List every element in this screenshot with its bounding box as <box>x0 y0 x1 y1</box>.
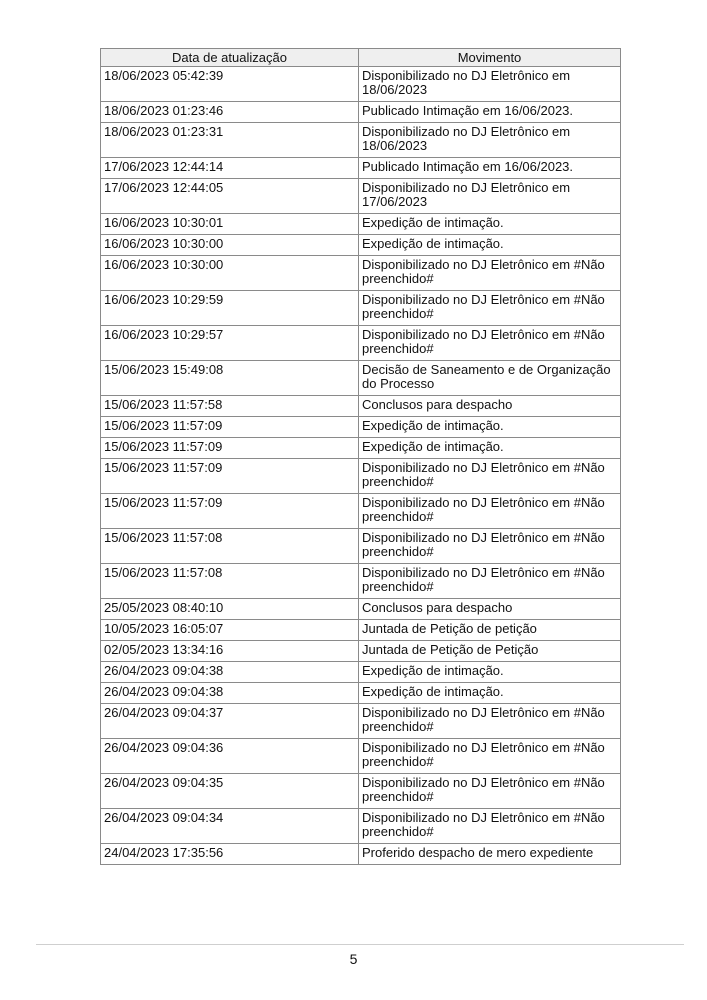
cell-date: 16/06/2023 10:29:57 <box>101 326 359 361</box>
table-row <box>101 67 621 102</box>
table-row <box>101 529 621 564</box>
cell-date: 16/06/2023 10:30:01 <box>101 214 359 235</box>
cell-date: 15/06/2023 11:57:08 <box>101 529 359 564</box>
cell-movement: Disponibilizado no DJ Eletrônico em 18/06/2023 <box>359 123 621 158</box>
table-row <box>101 620 621 641</box>
table-row <box>101 641 621 662</box>
cell-movement: Disponibilizado no DJ Eletrônico em #Não preenchido# <box>359 326 621 361</box>
table-row <box>101 774 621 809</box>
cell-movement: Disponibilizado no DJ Eletrônico em #Não preenchido# <box>359 704 621 739</box>
table-row <box>101 704 621 739</box>
cell-movement: Disponibilizado no DJ Eletrônico em #Não preenchido# <box>359 564 621 599</box>
footer-divider <box>36 944 684 945</box>
cell-movement: Expedição de intimação. <box>359 438 621 459</box>
column-header-date: Data de atualização <box>101 49 359 67</box>
cell-date: 17/06/2023 12:44:05 <box>101 179 359 214</box>
cell-date: 26/04/2023 09:04:34 <box>101 809 359 844</box>
table-row <box>101 599 621 620</box>
cell-movement: Expedição de intimação. <box>359 235 621 256</box>
cell-movement: Disponibilizado no DJ Eletrônico em 18/06/2023 <box>359 67 621 102</box>
table-row <box>101 214 621 235</box>
table-row <box>101 564 621 599</box>
cell-date: 15/06/2023 11:57:09 <box>101 494 359 529</box>
movements-table <box>100 48 621 865</box>
cell-movement: Disponibilizado no DJ Eletrônico em #Não preenchido# <box>359 494 621 529</box>
cell-movement: Conclusos para despacho <box>359 599 621 620</box>
table-header-row <box>101 49 621 67</box>
cell-movement: Conclusos para despacho <box>359 396 621 417</box>
table-row <box>101 809 621 844</box>
cell-date: 26/04/2023 09:04:38 <box>101 662 359 683</box>
cell-date: 26/04/2023 09:04:38 <box>101 683 359 704</box>
table-row <box>101 683 621 704</box>
cell-date: 18/06/2023 01:23:31 <box>101 123 359 158</box>
cell-movement: Disponibilizado no DJ Eletrônico em #Não preenchido# <box>359 774 621 809</box>
cell-date: 16/06/2023 10:29:59 <box>101 291 359 326</box>
cell-date: 10/05/2023 16:05:07 <box>101 620 359 641</box>
cell-date: 02/05/2023 13:34:16 <box>101 641 359 662</box>
table-row <box>101 417 621 438</box>
table-row <box>101 123 621 158</box>
column-header-movement: Movimento <box>359 49 621 67</box>
cell-date: 16/06/2023 10:30:00 <box>101 256 359 291</box>
cell-date: 24/04/2023 17:35:56 <box>101 844 359 865</box>
cell-date: 15/06/2023 15:49:08 <box>101 361 359 396</box>
table-row <box>101 179 621 214</box>
cell-movement: Proferido despacho de mero expediente <box>359 844 621 865</box>
cell-date: 15/06/2023 11:57:09 <box>101 438 359 459</box>
table-body <box>101 67 621 865</box>
table-row <box>101 662 621 683</box>
cell-movement: Expedição de intimação. <box>359 683 621 704</box>
cell-movement: Disponibilizado no DJ Eletrônico em 17/06/2023 <box>359 179 621 214</box>
cell-date: 15/06/2023 11:57:08 <box>101 564 359 599</box>
table-row <box>101 235 621 256</box>
cell-movement: Juntada de Petição de Petição <box>359 641 621 662</box>
cell-date: 15/06/2023 11:57:58 <box>101 396 359 417</box>
cell-movement: Disponibilizado no DJ Eletrônico em #Não preenchido# <box>359 291 621 326</box>
cell-date: 25/05/2023 08:40:10 <box>101 599 359 620</box>
table-row <box>101 326 621 361</box>
table-row <box>101 361 621 396</box>
table-row <box>101 459 621 494</box>
cell-movement: Expedição de intimação. <box>359 214 621 235</box>
table-row <box>101 158 621 179</box>
cell-movement: Publicado Intimação em 16/06/2023. <box>359 102 621 123</box>
cell-movement: Juntada de Petição de petição <box>359 620 621 641</box>
cell-movement: Disponibilizado no DJ Eletrônico em #Não preenchido# <box>359 256 621 291</box>
cell-date: 15/06/2023 11:57:09 <box>101 417 359 438</box>
cell-date: 18/06/2023 01:23:46 <box>101 102 359 123</box>
cell-movement: Disponibilizado no DJ Eletrônico em #Não preenchido# <box>359 459 621 494</box>
cell-movement: Decisão de Saneamento e de Organização do Processo <box>359 361 621 396</box>
cell-movement: Disponibilizado no DJ Eletrônico em #Não preenchido# <box>359 529 621 564</box>
cell-movement: Disponibilizado no DJ Eletrônico em #Não preenchido# <box>359 739 621 774</box>
cell-date: 26/04/2023 09:04:35 <box>101 774 359 809</box>
cell-date: 18/06/2023 05:42:39 <box>101 67 359 102</box>
page-number: 5 <box>349 951 358 967</box>
cell-movement: Publicado Intimação em 16/06/2023. <box>359 158 621 179</box>
table-row <box>101 844 621 865</box>
cell-date: 26/04/2023 09:04:37 <box>101 704 359 739</box>
cell-date: 16/06/2023 10:30:00 <box>101 235 359 256</box>
table-row <box>101 494 621 529</box>
cell-movement: Expedição de intimação. <box>359 417 621 438</box>
table-row <box>101 256 621 291</box>
cell-date: 26/04/2023 09:04:36 <box>101 739 359 774</box>
table-row <box>101 739 621 774</box>
table-row <box>101 396 621 417</box>
cell-date: 17/06/2023 12:44:14 <box>101 158 359 179</box>
cell-movement: Disponibilizado no DJ Eletrônico em #Não preenchido# <box>359 809 621 844</box>
table-row <box>101 438 621 459</box>
table-row <box>101 102 621 123</box>
cell-movement: Expedição de intimação. <box>359 662 621 683</box>
table-row <box>101 291 621 326</box>
cell-date: 15/06/2023 11:57:09 <box>101 459 359 494</box>
